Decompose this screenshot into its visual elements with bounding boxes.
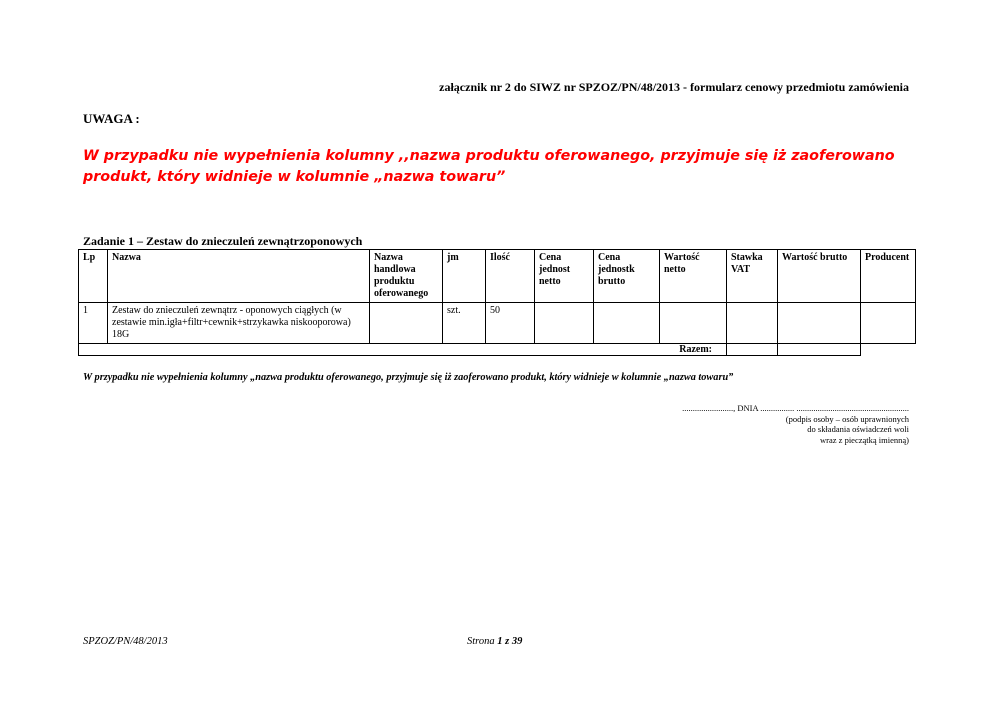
header-nazwa: Nazwa	[108, 250, 370, 303]
page-prefix: Strona	[467, 636, 495, 647]
header-stawka-vat: Stawka VAT	[727, 250, 778, 303]
header-lp: Lp	[79, 250, 108, 303]
signature-caption-2: do składania oświadczeń woli	[807, 424, 909, 434]
signature-caption-1: (podpis osoby – osób uprawnionych	[785, 413, 909, 424]
razem-wartosc-brutto[interactable]	[778, 344, 861, 356]
page-current: 1	[497, 636, 503, 647]
task-title: Zadanie 1 – Zestaw do znieczuleń zewnątrzoponowych	[83, 234, 363, 248]
signature-line: ........................, DNIA ................ .....................................................	[682, 403, 909, 413]
cell-nazwa: Zestaw do znieczuleń zewnątrz - oponowych ciągłych (w zestawie min.igła+filtr+cewnik+strzykawka niskooporowa) 18G	[108, 303, 370, 344]
cell-cena-netto[interactable]	[535, 303, 594, 344]
note-text: W przypadku nie wypełnienia kolumny „nazwa produktu oferowanego, przyjmuje się iż zaoferowano produkt, który widnieje w kolumnie „nazwa towaru”	[83, 372, 734, 383]
warning-line-2: produkt, który widnieje w kolumnie „nazwa towaru”	[83, 169, 506, 185]
warning-text	[83, 146, 909, 188]
signature-caption-3: wraz z pieczątką imienną)	[820, 434, 909, 445]
uwaga-label: UWAGA :	[83, 111, 140, 126]
header-cena-netto: Cena jednost netto	[535, 250, 594, 303]
razem-label: Razem:	[79, 344, 727, 356]
cell-lp: 1	[79, 303, 108, 344]
cell-ilosc: 50	[486, 303, 535, 344]
header-ilosc: Ilość	[486, 250, 535, 303]
cell-cena-brutto[interactable]	[594, 303, 660, 344]
price-table	[78, 249, 916, 356]
cell-nazwa-handlowa[interactable]	[370, 303, 443, 344]
razem-stawka-vat	[727, 344, 778, 356]
footer-page-number	[467, 636, 522, 647]
cell-stawka-vat[interactable]	[727, 303, 778, 344]
document-header: załącznik nr 2 do SIWZ nr SPZOZ/PN/48/2013 - formularz cenowy przedmiotu zamówienia	[439, 80, 909, 94]
header-producent: Producent	[861, 250, 916, 303]
header-wartosc-brutto: Wartość brutto	[778, 250, 861, 303]
cell-wartosc-brutto[interactable]	[778, 303, 861, 344]
page-separator: z	[505, 636, 510, 647]
table-total-row	[79, 344, 916, 356]
header-jm: jm	[443, 250, 486, 303]
header-cena-brutto: Cena jednostk brutto	[594, 250, 660, 303]
warning-line-1: W przypadku nie wypełnienia kolumny ,,nazwa produktu oferowanego, przyjmuje się iż zaoferowano	[83, 148, 895, 164]
page-total: 39	[511, 636, 523, 647]
cell-producent[interactable]	[861, 303, 916, 344]
signature-block	[682, 403, 909, 445]
table-header-row	[79, 250, 916, 303]
footer-doc-id: SPZOZ/PN/48/2013	[83, 636, 168, 647]
header-nazwa-handlowa: Nazwa handlowa produktu oferowanego	[370, 250, 443, 303]
razem-empty	[861, 344, 916, 356]
cell-jm: szt.	[443, 303, 486, 344]
table-row	[79, 303, 916, 344]
cell-wartosc-netto[interactable]	[660, 303, 727, 344]
header-wartosc-netto: Wartość netto	[660, 250, 727, 303]
